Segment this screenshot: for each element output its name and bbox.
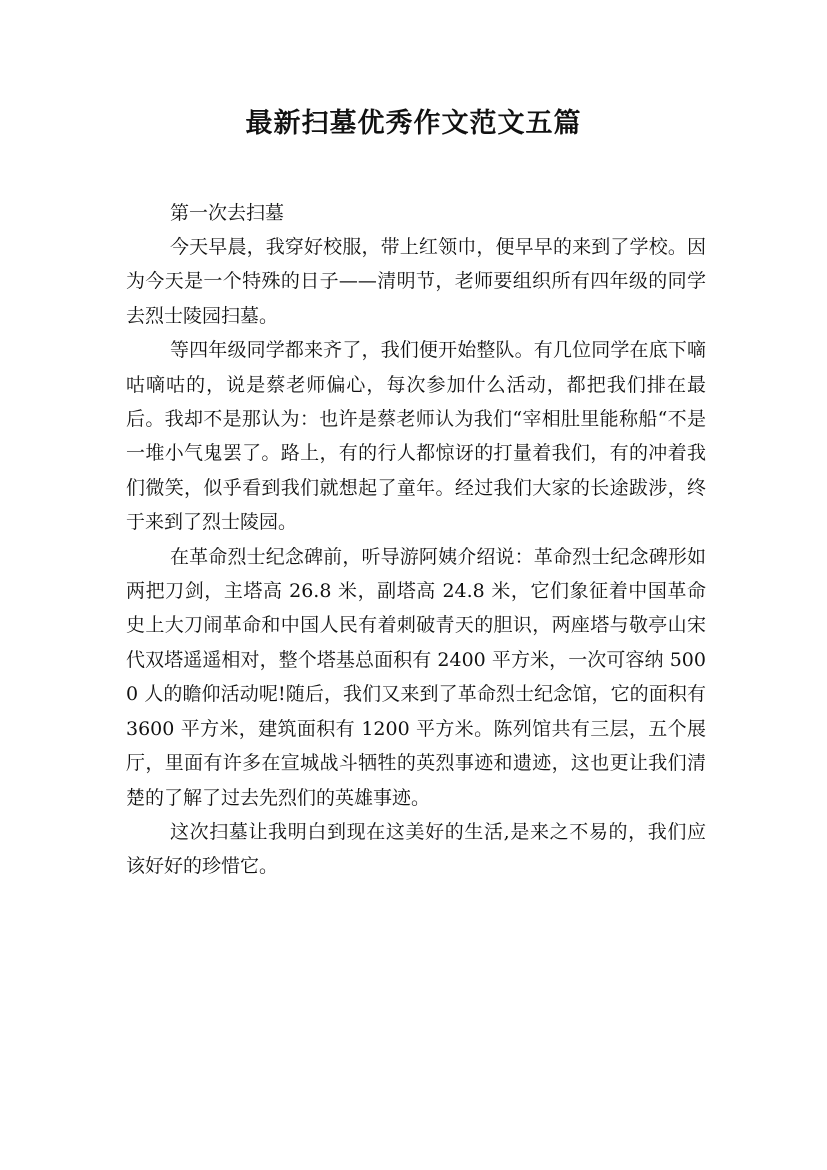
document-title: 最新扫墓优秀作文范文五篇 xyxy=(245,108,582,139)
paragraph-2: 等四年级同学都来齐了，我们便开始整队。有几位同学在底下嘀咕嘀咕的，说是蔡老师偏心，每次参加什么活动，都把我们排在最后。我却不是那认为：也许是蔡老师认为我们“宰相肚里能称船“不是一堆小气鬼罢了。路上，有的行人都惊讶的打量着我们，有的冲着我们微笑，似乎看到我们就想起了童年。经过我们大家的长途跋涉，终于来到了烈士陵园。 xyxy=(126,339,706,534)
paragraph-3: 在革命烈士纪念碑前，听导游阿姨介绍说：革命烈士纪念碑形如两把刀剑，主塔高 26.8 米，副塔高 24.8 米，它们象征着中国革命史上大刀闹革命和中国人民有着刺破青天的胆识，两座塔与敬亭山宋代双塔遥遥相对，整个塔基总面积有 2400 平方米，一次可容纳 5000 人的瞻仰活动呢!随后，我们又来到了革命烈士纪念馆，它的面积有 3600 平方米，建筑面积有 1200 平方米。陈列馆共有三层，五个展厅，里面有许多在宣城战斗牺牲的英烈事迹和遗迹，这也更让我们清楚的了解了过去先烈们的英雄事迹。 xyxy=(126,545,706,809)
section-title: 第一次去扫墓 xyxy=(170,202,285,224)
paragraph-1: 今天早晨，我穿好校服，带上红领巾，便早早的来到了学校。因为今天是一个特殊的日子——清明节，老师要组织所有四年级的同学去烈士陵园扫墓。 xyxy=(126,236,706,327)
document-body xyxy=(126,196,706,884)
paragraph-4: 这次扫墓让我明白到现在这美好的生活,是来之不易的，我们应该好好的珍惜它。 xyxy=(126,820,706,878)
